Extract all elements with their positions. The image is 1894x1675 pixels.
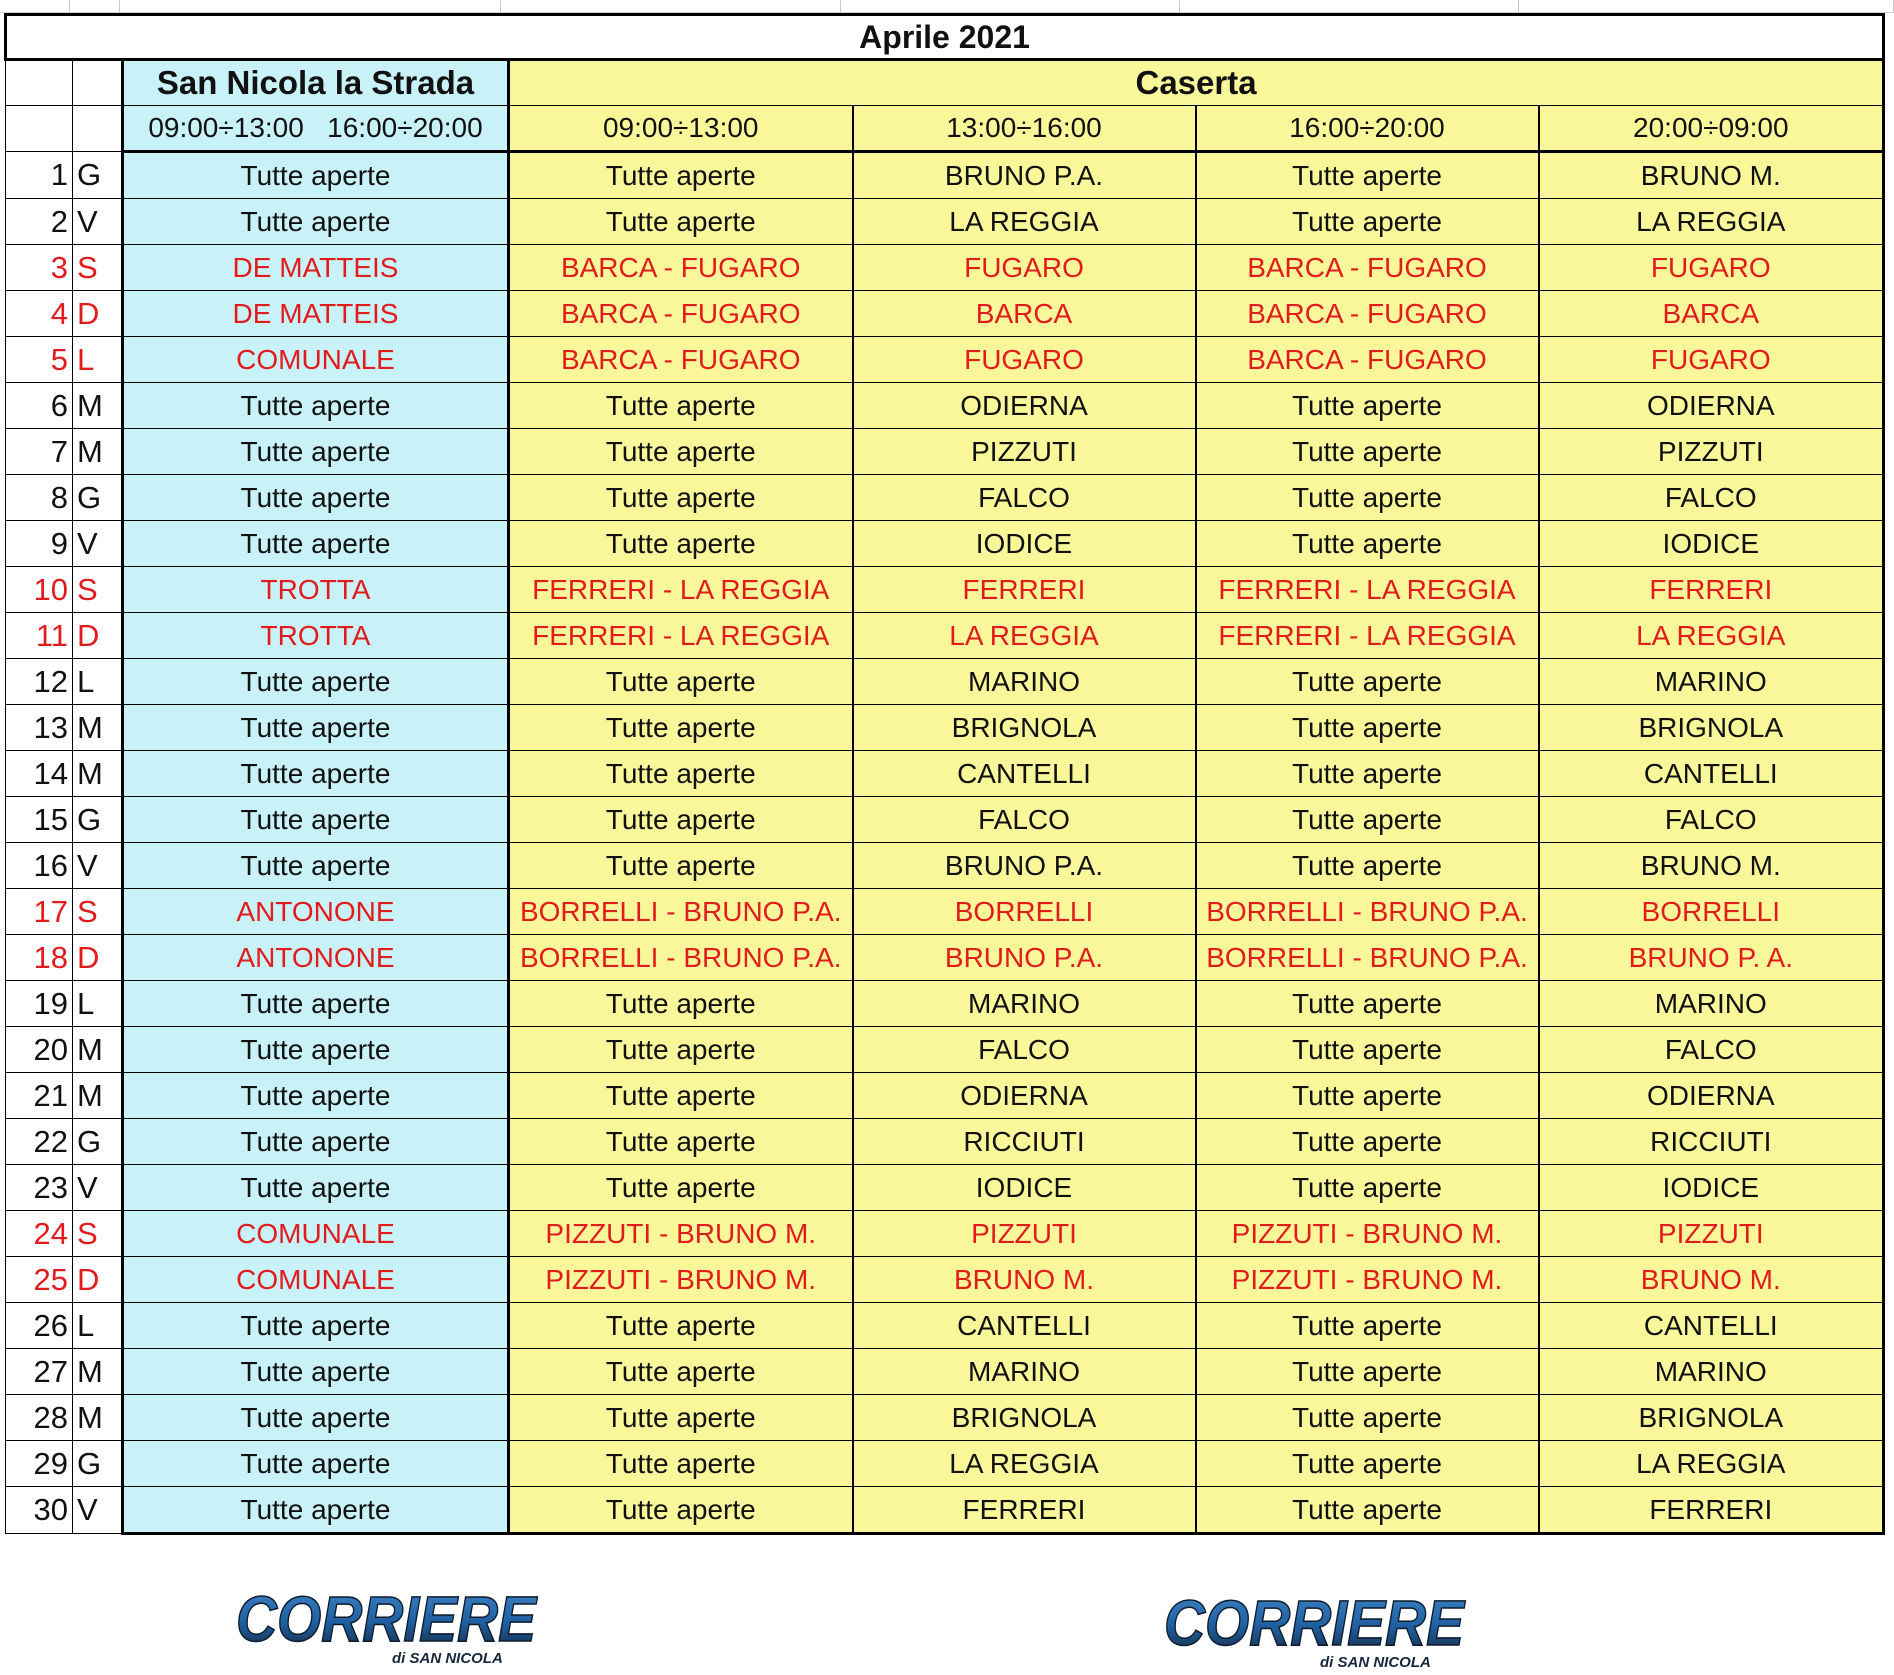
caserta-pharmacy-night: BORRELLI [1539,889,1884,935]
san-nicola-pharmacy: Tutte aperte [123,521,509,567]
san-nicola-pharmacy: Tutte aperte [123,659,509,705]
caserta-pharmacy-midday: FALCO [853,797,1196,843]
logo-wordmark: CORRIERE [1164,1587,1467,1659]
san-nicola-pharmacy: ANTONONE [123,889,509,935]
table-row [6,751,1884,797]
table-row [6,981,1884,1027]
weekday-letter: G [73,475,123,521]
weekday-letter: D [73,291,123,337]
caserta-pharmacy-night: LA REGGIA [1539,199,1884,245]
caserta-pharmacy-midday: MARINO [853,981,1196,1027]
caserta-pharmacy-midday: LA REGGIA [853,613,1196,659]
weekday-letter: L [73,981,123,1027]
caserta-pharmacy-midday: BRUNO P.A. [853,935,1196,981]
caserta-pharmacy-night: ODIERNA [1539,1073,1884,1119]
day-number: 13 [6,705,73,751]
caserta-pharmacy-morning: FERRERI - LA REGGIA [509,567,853,613]
weekday-letter: V [73,843,123,889]
weekday-letter: M [73,1349,123,1395]
table-row [6,383,1884,429]
blank-header-cell [6,60,73,106]
month-title: Aprile 2021 [6,15,1884,60]
table-row [6,521,1884,567]
table-row [6,935,1884,981]
day-number: 4 [6,291,73,337]
table-row [6,797,1884,843]
caserta-pharmacy-morning: BARCA - FUGARO [509,337,853,383]
blank-header-cell [6,106,73,152]
table-row [6,705,1884,751]
day-number: 11 [6,613,73,659]
caserta-pharmacy-afternoon: Tutte aperte [1196,751,1539,797]
day-number: 17 [6,889,73,935]
caserta-pharmacy-afternoon: Tutte aperte [1196,1119,1539,1165]
caserta-pharmacy-midday: BARCA [853,291,1196,337]
san-nicola-pharmacy: COMUNALE [123,1211,509,1257]
caserta-pharmacy-night: BARCA [1539,291,1884,337]
caserta-pharmacy-afternoon: Tutte aperte [1196,1073,1539,1119]
weekday-letter: L [73,659,123,705]
table-row [6,1303,1884,1349]
day-number: 29 [6,1441,73,1487]
weekday-letter: S [73,1211,123,1257]
caserta-pharmacy-afternoon: Tutte aperte [1196,659,1539,705]
day-number: 2 [6,199,73,245]
day-number: 8 [6,475,73,521]
weekday-letter: M [73,751,123,797]
san-nicola-pharmacy: Tutte aperte [123,1165,509,1211]
caserta-pharmacy-afternoon: BARCA - FUGARO [1196,291,1539,337]
table-row [6,889,1884,935]
san-nicola-pharmacy: Tutte aperte [123,383,509,429]
caserta-pharmacy-afternoon: Tutte aperte [1196,1395,1539,1441]
caserta-header: Caserta [509,60,1884,106]
caserta-pharmacy-night: MARINO [1539,981,1884,1027]
weekday-letter: V [73,521,123,567]
weekday-letter: L [73,1303,123,1349]
caserta-pharmacy-morning: Tutte aperte [509,659,853,705]
caserta-pharmacy-night: BRUNO P. A. [1539,935,1884,981]
caserta-pharmacy-morning: Tutte aperte [509,1119,853,1165]
san-nicola-pharmacy: Tutte aperte [123,1119,509,1165]
caserta-pharmacy-afternoon: Tutte aperte [1196,199,1539,245]
san-nicola-header: San Nicola la Strada [123,60,509,106]
corriere-logo-right [1160,1575,1480,1671]
caserta-pharmacy-afternoon: Tutte aperte [1196,521,1539,567]
caserta-pharmacy-midday: IODICE [853,1165,1196,1211]
caserta-pharmacy-morning: PIZZUTI - BRUNO M. [509,1211,853,1257]
caserta-hours-midday: 13:00÷16:00 [853,106,1196,152]
table-row [6,1349,1884,1395]
caserta-pharmacy-morning: Tutte aperte [509,751,853,797]
weekday-letter: M [73,705,123,751]
day-number: 26 [6,1303,73,1349]
san-nicola-pharmacy: Tutte aperte [123,1027,509,1073]
caserta-pharmacy-midday: RICCIUTI [853,1119,1196,1165]
day-number: 7 [6,429,73,475]
table-row [6,1027,1884,1073]
weekday-letter: M [73,1027,123,1073]
caserta-pharmacy-midday: BRIGNOLA [853,705,1196,751]
caserta-pharmacy-afternoon: Tutte aperte [1196,981,1539,1027]
day-number: 20 [6,1027,73,1073]
san-nicola-pharmacy: TROTTA [123,613,509,659]
caserta-pharmacy-afternoon: Tutte aperte [1196,383,1539,429]
caserta-pharmacy-morning: Tutte aperte [509,1165,853,1211]
caserta-hours-morning: 09:00÷13:00 [509,106,853,152]
caserta-pharmacy-midday: BRUNO M. [853,1257,1196,1303]
caserta-pharmacy-morning: Tutte aperte [509,429,853,475]
weekday-letter: M [73,1073,123,1119]
caserta-pharmacy-night: BRUNO M. [1539,843,1884,889]
caserta-pharmacy-afternoon: BORRELLI - BRUNO P.A. [1196,935,1539,981]
day-number: 21 [6,1073,73,1119]
day-number: 23 [6,1165,73,1211]
san-nicola-pharmacy: Tutte aperte [123,797,509,843]
caserta-pharmacy-morning: PIZZUTI - BRUNO M. [509,1257,853,1303]
weekday-letter: G [73,1119,123,1165]
caserta-pharmacy-morning: Tutte aperte [509,1487,853,1534]
day-number: 1 [6,152,73,199]
day-number: 15 [6,797,73,843]
caserta-pharmacy-afternoon: BORRELLI - BRUNO P.A. [1196,889,1539,935]
table-row [6,1441,1884,1487]
table-row [6,843,1884,889]
caserta-pharmacy-midday: FALCO [853,475,1196,521]
day-number: 30 [6,1487,73,1534]
table-row [6,199,1884,245]
san-nicola-pharmacy: DE MATTEIS [123,245,509,291]
day-number: 14 [6,751,73,797]
weekday-letter: L [73,337,123,383]
san-nicola-pharmacy: Tutte aperte [123,1073,509,1119]
caserta-pharmacy-afternoon: Tutte aperte [1196,152,1539,199]
day-number: 5 [6,337,73,383]
logo-subtitle: di SAN NICOLA [392,1650,503,1667]
weekday-letter: D [73,613,123,659]
caserta-pharmacy-night: BRUNO M. [1539,1257,1884,1303]
table-row [6,567,1884,613]
weekday-letter: V [73,199,123,245]
weekday-letter: G [73,152,123,199]
caserta-pharmacy-night: BRIGNOLA [1539,705,1884,751]
caserta-pharmacy-midday: CANTELLI [853,1303,1196,1349]
caserta-pharmacy-morning: Tutte aperte [509,1395,853,1441]
weekday-letter: G [73,1441,123,1487]
caserta-pharmacy-morning: Tutte aperte [509,1303,853,1349]
day-number: 6 [6,383,73,429]
caserta-pharmacy-afternoon: Tutte aperte [1196,1303,1539,1349]
day-number: 19 [6,981,73,1027]
caserta-pharmacy-morning: Tutte aperte [509,521,853,567]
caserta-pharmacy-midday: FERRERI [853,567,1196,613]
caserta-pharmacy-midday: BORRELLI [853,889,1196,935]
table-row [6,659,1884,705]
caserta-pharmacy-afternoon: Tutte aperte [1196,1487,1539,1534]
caserta-pharmacy-night: FERRERI [1539,567,1884,613]
table-row [6,1165,1884,1211]
table-row [6,1487,1884,1534]
caserta-pharmacy-morning: Tutte aperte [509,981,853,1027]
caserta-pharmacy-midday: MARINO [853,659,1196,705]
logo-wordmark: CORRIERE [236,1583,539,1655]
caserta-pharmacy-night: PIZZUTI [1539,1211,1884,1257]
caserta-pharmacy-night: FALCO [1539,475,1884,521]
caserta-pharmacy-midday: LA REGGIA [853,1441,1196,1487]
caserta-pharmacy-morning: Tutte aperte [509,797,853,843]
caserta-pharmacy-afternoon: Tutte aperte [1196,1441,1539,1487]
san-nicola-pharmacy: COMUNALE [123,337,509,383]
logo-subtitle: di SAN NICOLA [1320,1654,1431,1671]
table-row [6,1119,1884,1165]
day-number: 12 [6,659,73,705]
caserta-pharmacy-afternoon: BARCA - FUGARO [1196,245,1539,291]
caserta-pharmacy-morning: BARCA - FUGARO [509,291,853,337]
caserta-pharmacy-morning: Tutte aperte [509,1349,853,1395]
caserta-pharmacy-afternoon: PIZZUTI - BRUNO M. [1196,1211,1539,1257]
san-nicola-pharmacy: Tutte aperte [123,705,509,751]
caserta-pharmacy-morning: Tutte aperte [509,1073,853,1119]
weekday-letter: G [73,797,123,843]
weekday-letter: M [73,1395,123,1441]
san-nicola-pharmacy: Tutte aperte [123,152,509,199]
caserta-hours-afternoon: 16:00÷20:00 [1196,106,1539,152]
caserta-pharmacy-morning: BARCA - FUGARO [509,245,853,291]
caserta-pharmacy-afternoon: Tutte aperte [1196,475,1539,521]
day-number: 24 [6,1211,73,1257]
caserta-pharmacy-afternoon: BARCA - FUGARO [1196,337,1539,383]
day-number: 10 [6,567,73,613]
blank-header-cell [73,106,123,152]
table-row [6,429,1884,475]
caserta-pharmacy-afternoon: Tutte aperte [1196,705,1539,751]
caserta-pharmacy-afternoon: FERRERI - LA REGGIA [1196,567,1539,613]
caserta-pharmacy-midday: ODIERNA [853,1073,1196,1119]
caserta-pharmacy-midday: CANTELLI [853,751,1196,797]
san-nicola-hours: 09:00÷13:00 16:00÷20:00 [123,106,509,152]
caserta-pharmacy-afternoon: Tutte aperte [1196,429,1539,475]
caserta-pharmacy-afternoon: Tutte aperte [1196,843,1539,889]
san-nicola-pharmacy: Tutte aperte [123,1303,509,1349]
san-nicola-pharmacy: Tutte aperte [123,1441,509,1487]
table-row [6,475,1884,521]
caserta-pharmacy-night: MARINO [1539,1349,1884,1395]
table-row [6,1257,1884,1303]
table-row [6,1211,1884,1257]
caserta-pharmacy-midday: FUGARO [853,245,1196,291]
weekday-letter: S [73,889,123,935]
caserta-pharmacy-midday: BRUNO P.A. [853,843,1196,889]
weekday-letter: V [73,1487,123,1534]
column-strip [0,0,1894,13]
caserta-pharmacy-afternoon: FERRERI - LA REGGIA [1196,613,1539,659]
san-nicola-pharmacy: Tutte aperte [123,1349,509,1395]
day-number: 16 [6,843,73,889]
caserta-pharmacy-midday: IODICE [853,521,1196,567]
caserta-pharmacy-morning: Tutte aperte [509,152,853,199]
caserta-pharmacy-morning: Tutte aperte [509,199,853,245]
caserta-pharmacy-morning: Tutte aperte [509,383,853,429]
san-nicola-pharmacy: Tutte aperte [123,1487,509,1534]
caserta-pharmacy-morning: Tutte aperte [509,475,853,521]
san-nicola-pharmacy: Tutte aperte [123,429,509,475]
caserta-hours-night: 20:00÷09:00 [1539,106,1884,152]
blank-header-cell [73,60,123,106]
table-row [6,337,1884,383]
san-nicola-pharmacy: Tutte aperte [123,1395,509,1441]
caserta-pharmacy-night: BRUNO M. [1539,152,1884,199]
caserta-pharmacy-midday: FALCO [853,1027,1196,1073]
caserta-pharmacy-morning: BORRELLI - BRUNO P.A. [509,889,853,935]
caserta-pharmacy-night: FERRERI [1539,1487,1884,1534]
day-number: 3 [6,245,73,291]
caserta-pharmacy-night: LA REGGIA [1539,1441,1884,1487]
san-nicola-pharmacy: Tutte aperte [123,843,509,889]
san-nicola-pharmacy: Tutte aperte [123,981,509,1027]
san-nicola-pharmacy: Tutte aperte [123,199,509,245]
caserta-pharmacy-morning: Tutte aperte [509,843,853,889]
caserta-pharmacy-night: RICCIUTI [1539,1119,1884,1165]
caserta-pharmacy-midday: FERRERI [853,1487,1196,1534]
table-row [6,613,1884,659]
san-nicola-pharmacy: Tutte aperte [123,475,509,521]
weekday-letter: M [73,383,123,429]
weekday-letter: S [73,567,123,613]
caserta-pharmacy-midday: FUGARO [853,337,1196,383]
day-number: 22 [6,1119,73,1165]
caserta-pharmacy-night: CANTELLI [1539,751,1884,797]
caserta-pharmacy-night: IODICE [1539,1165,1884,1211]
caserta-pharmacy-midday: BRIGNOLA [853,1395,1196,1441]
caserta-pharmacy-night: BRIGNOLA [1539,1395,1884,1441]
caserta-pharmacy-night: LA REGGIA [1539,613,1884,659]
caserta-pharmacy-midday: PIZZUTI [853,429,1196,475]
caserta-pharmacy-night: FALCO [1539,1027,1884,1073]
table-row [6,291,1884,337]
caserta-pharmacy-night: FUGARO [1539,245,1884,291]
weekday-letter: V [73,1165,123,1211]
caserta-pharmacy-morning: BORRELLI - BRUNO P.A. [509,935,853,981]
caserta-pharmacy-midday: MARINO [853,1349,1196,1395]
table-row [6,152,1884,199]
san-nicola-pharmacy: TROTTA [123,567,509,613]
day-number: 25 [6,1257,73,1303]
weekday-letter: S [73,245,123,291]
caserta-pharmacy-night: ODIERNA [1539,383,1884,429]
caserta-pharmacy-night: FUGARO [1539,337,1884,383]
day-number: 9 [6,521,73,567]
caserta-pharmacy-night: MARINO [1539,659,1884,705]
caserta-pharmacy-morning: Tutte aperte [509,1027,853,1073]
caserta-pharmacy-morning: FERRERI - LA REGGIA [509,613,853,659]
caserta-pharmacy-night: CANTELLI [1539,1303,1884,1349]
caserta-pharmacy-night: IODICE [1539,521,1884,567]
table-row [6,245,1884,291]
san-nicola-pharmacy: Tutte aperte [123,751,509,797]
caserta-pharmacy-afternoon: Tutte aperte [1196,797,1539,843]
caserta-pharmacy-morning: Tutte aperte [509,1441,853,1487]
pharmacy-rota-table [4,13,1885,1535]
caserta-pharmacy-afternoon: PIZZUTI - BRUNO M. [1196,1257,1539,1303]
caserta-pharmacy-midday: BRUNO P.A. [853,152,1196,199]
caserta-pharmacy-midday: ODIERNA [853,383,1196,429]
caserta-pharmacy-night: PIZZUTI [1539,429,1884,475]
caserta-pharmacy-night: FALCO [1539,797,1884,843]
day-number: 28 [6,1395,73,1441]
table-row [6,1395,1884,1441]
table-row [6,1073,1884,1119]
weekday-letter: D [73,935,123,981]
caserta-pharmacy-morning: Tutte aperte [509,705,853,751]
caserta-pharmacy-afternoon: Tutte aperte [1196,1027,1539,1073]
corriere-logo-left [232,1575,552,1671]
caserta-pharmacy-afternoon: Tutte aperte [1196,1349,1539,1395]
san-nicola-pharmacy: ANTONONE [123,935,509,981]
san-nicola-pharmacy: COMUNALE [123,1257,509,1303]
day-number: 27 [6,1349,73,1395]
weekday-letter: M [73,429,123,475]
day-number: 18 [6,935,73,981]
san-nicola-pharmacy: DE MATTEIS [123,291,509,337]
caserta-pharmacy-midday: PIZZUTI [853,1211,1196,1257]
caserta-pharmacy-afternoon: Tutte aperte [1196,1165,1539,1211]
caserta-pharmacy-midday: LA REGGIA [853,199,1196,245]
weekday-letter: D [73,1257,123,1303]
